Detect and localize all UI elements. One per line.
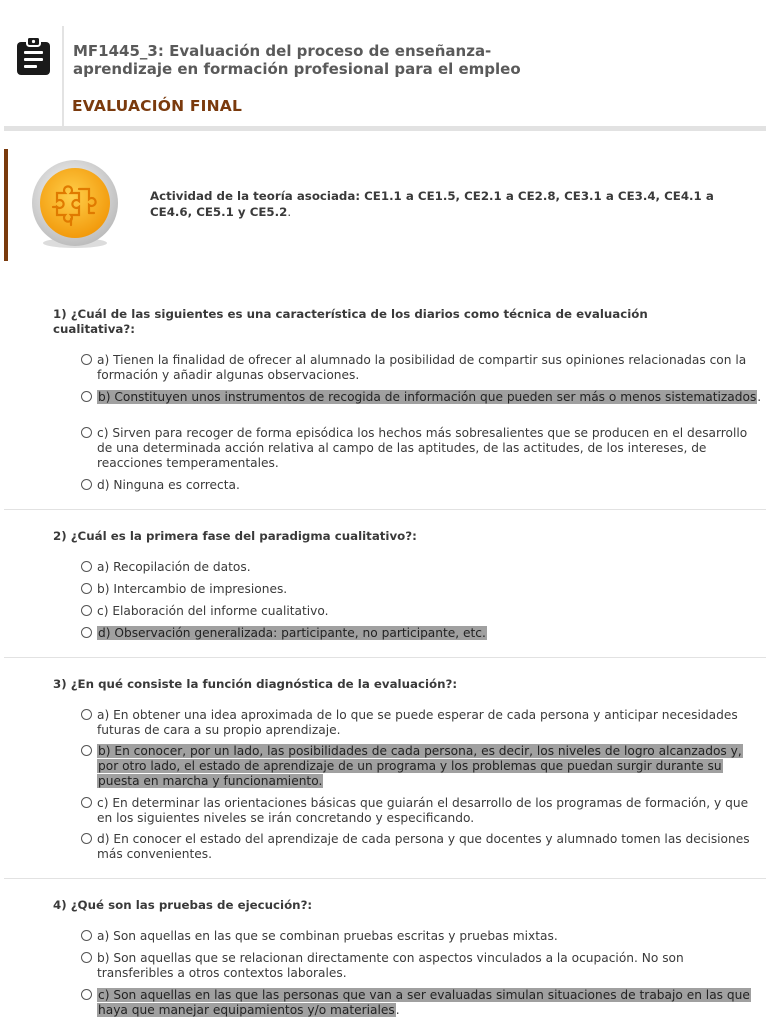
option-label: a) Recopilación de datos. (97, 560, 251, 574)
option-1b[interactable] (81, 390, 764, 405)
option-3b[interactable] (81, 744, 764, 789)
question-divider (4, 878, 766, 879)
option-2d[interactable] (81, 626, 764, 641)
puzzle-icon (30, 160, 120, 250)
clipboard-icon (15, 36, 52, 76)
activity-accent-bar (4, 149, 8, 261)
question-divider (4, 657, 766, 658)
option-label (97, 744, 764, 789)
option-1c[interactable] (81, 426, 764, 471)
option-4c[interactable] (81, 988, 764, 1018)
highlighted-answer: d) Observación generalizada: participante, no participante, etc. (98, 626, 486, 640)
radio-button[interactable] (81, 627, 92, 638)
radio-button[interactable] (81, 354, 92, 365)
radio-button[interactable] (81, 930, 92, 941)
option-1a[interactable] (81, 353, 764, 383)
radio-button[interactable] (81, 833, 92, 844)
option-suffix: . (395, 1003, 400, 1017)
radio-button[interactable] (81, 989, 92, 1000)
activity-text: Actividad de la teoría asociada: CE1.1 a CE1.5, CE2.1 a CE2.8, CE3.1 a CE3.4, CE4.1 a CE4.6, CE5.1 y CE5.2 (150, 189, 714, 219)
option-label: a) En obtener una idea aproximada de lo que se puede esperar de cada persona y anticipar necesidades futuras de cara a su propio aprendizaje. (97, 708, 738, 737)
radio-button[interactable] (81, 479, 92, 490)
page-title: MF1445_3: Evaluación del proceso de enseñanza-aprendizaje en formación profesional para el empleo (73, 42, 521, 78)
question-divider (4, 509, 766, 510)
activity-text-suffix: . (287, 205, 292, 219)
option-label: c) Sirven para recoger de forma episódica los hechos más sobresalientes que se producen en el desarrollo de una determinada acción relativa al campo de las aptitudes, de las actitudes, de los intereses, de reacciones temperamentales. (97, 426, 748, 470)
option-label: a) Tienen la finalidad de ofrecer al alumnado la posibilidad de compartir sus opiniones relacionadas con la formación y añadir algunas observaciones. (97, 353, 747, 382)
option-label (97, 988, 764, 1018)
highlighted-answer: c) Son aquellas en las que las personas que van a ser evaluadas simulan situaciones de trabajo en las que haya que manejar equipamientos y/o materiales (98, 988, 750, 1017)
option-label: d) Ninguna es correcta. (97, 478, 240, 492)
option-4b[interactable] (81, 951, 764, 981)
option-label: a) Son aquellas en las que se combinan pruebas escritas y pruebas mixtas. (97, 929, 558, 943)
question-3: 3) ¿En qué consiste la función diagnóstica de la evaluación?: (53, 677, 458, 691)
question-4: 4) ¿Qué son las pruebas de ejecución?: (53, 898, 313, 912)
page-subtitle: EVALUACIÓN FINAL (72, 97, 243, 115)
option-suffix: . (757, 390, 762, 404)
radio-button[interactable] (81, 605, 92, 616)
question-2: 2) ¿Cuál es la primera fase del paradigma cualitativo?: (53, 529, 417, 543)
option-2b[interactable] (81, 582, 764, 597)
option-label: b) Intercambio de impresiones. (97, 582, 288, 596)
option-label (97, 626, 764, 641)
highlighted-answer: b) En conocer, por un lado, las posibilidades de cada persona, es decir, los niveles de logro alcanzados y, por otro lado, el estado de aprendizaje de un programa y los problemas que puedan surgir durante su puesta en marcha y funcionamiento. (98, 744, 742, 788)
option-2c[interactable] (81, 604, 764, 619)
option-label: c) Elaboración del informe cualitativo. (97, 604, 329, 618)
option-3d[interactable] (81, 832, 764, 862)
radio-button[interactable] (81, 709, 92, 720)
option-1d[interactable] (81, 478, 764, 493)
option-label: c) En determinar las orientaciones básicas que guiarán el desarrollo de los programas de formación, y que en los siguientes niveles se irán concretando y especificando. (97, 796, 749, 825)
option-label (97, 390, 764, 405)
question-1: 1) ¿Cuál de las siguientes es una característica de los diarios como técnica de evaluación cualitativa?: (53, 307, 648, 336)
option-label: b) Son aquellas que se relacionan directamente con aspectos vinculados a la ocupación. No son transferibles a otros contextos laborales. (97, 951, 684, 980)
radio-button[interactable] (81, 745, 92, 756)
option-4a[interactable] (81, 929, 764, 944)
page-header (0, 0, 768, 131)
radio-button[interactable] (81, 583, 92, 594)
option-2a[interactable] (81, 560, 764, 575)
radio-button[interactable] (81, 952, 92, 963)
radio-button[interactable] (81, 427, 92, 438)
highlighted-answer: b) Constituyen unos instrumentos de recogida de información que pueden ser más o menos sistematizados (98, 390, 757, 404)
radio-button[interactable] (81, 391, 92, 402)
radio-button[interactable] (81, 797, 92, 808)
activity-description (150, 188, 756, 220)
option-3a[interactable] (81, 708, 764, 738)
radio-button[interactable] (81, 561, 92, 572)
option-3c[interactable] (81, 796, 764, 826)
header-divider (62, 26, 64, 126)
option-label: d) En conocer el estado del aprendizaje de cada persona y que docentes y alumnado tomen las decisiones más convenientes. (97, 832, 750, 861)
header-separator (4, 126, 766, 131)
